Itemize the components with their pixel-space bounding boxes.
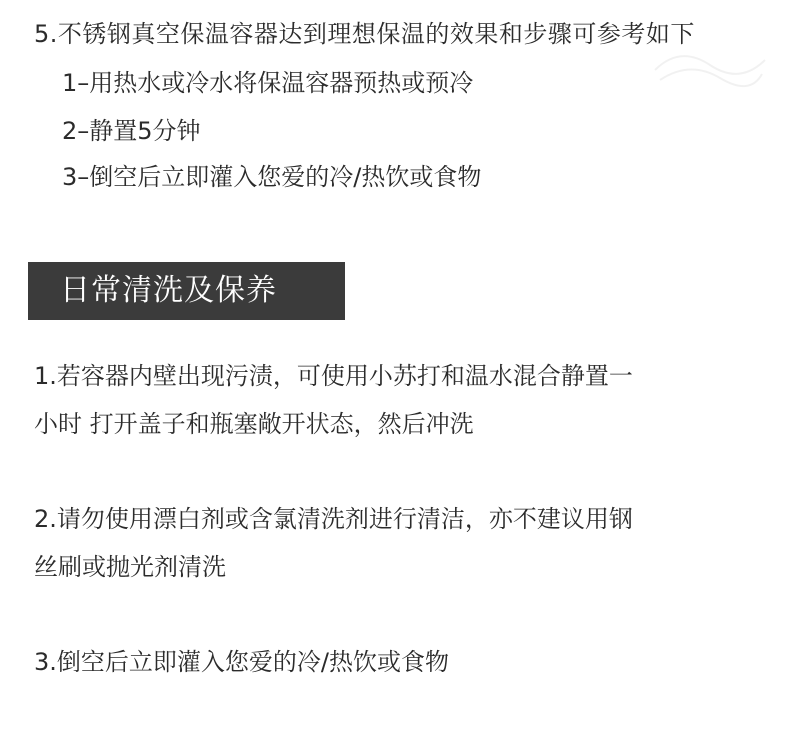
care-item-1-line-2: 小时 打开盖子和瓶塞敞开状态，然后冲洗	[34, 410, 474, 438]
care-item-2-line-1: 2.请勿使用漂白剂或含氯清洗剂进行清洁，亦不建议用钢	[34, 505, 633, 533]
care-item-2	[34, 495, 764, 591]
care-section-title: 日常清洗及保养	[60, 273, 277, 308]
care-item-1	[34, 352, 764, 448]
care-item-1-line-1: 1.若容器内壁出现污渍，可使用小苏打和温水混合静置一	[34, 362, 633, 390]
care-item-2-line-2: 丝刷或抛光剂清洗	[34, 553, 226, 581]
care-section-header	[28, 262, 345, 320]
care-item-3	[34, 638, 764, 686]
usage-steps-title: 5.不锈钢真空保温容器达到理想保温的效果和步骤可参考如下	[34, 20, 695, 48]
usage-step-1: 1–用热水或冷水将保温容器预热或预冷	[62, 69, 474, 97]
usage-step-2: 2–静置5分钟	[62, 117, 201, 145]
usage-step-3: 3–倒空后立即灌入您爱的冷/热饮或食物	[62, 163, 482, 191]
care-item-3-line-1: 3.倒空后立即灌入您爱的冷/热饮或食物	[34, 648, 449, 676]
